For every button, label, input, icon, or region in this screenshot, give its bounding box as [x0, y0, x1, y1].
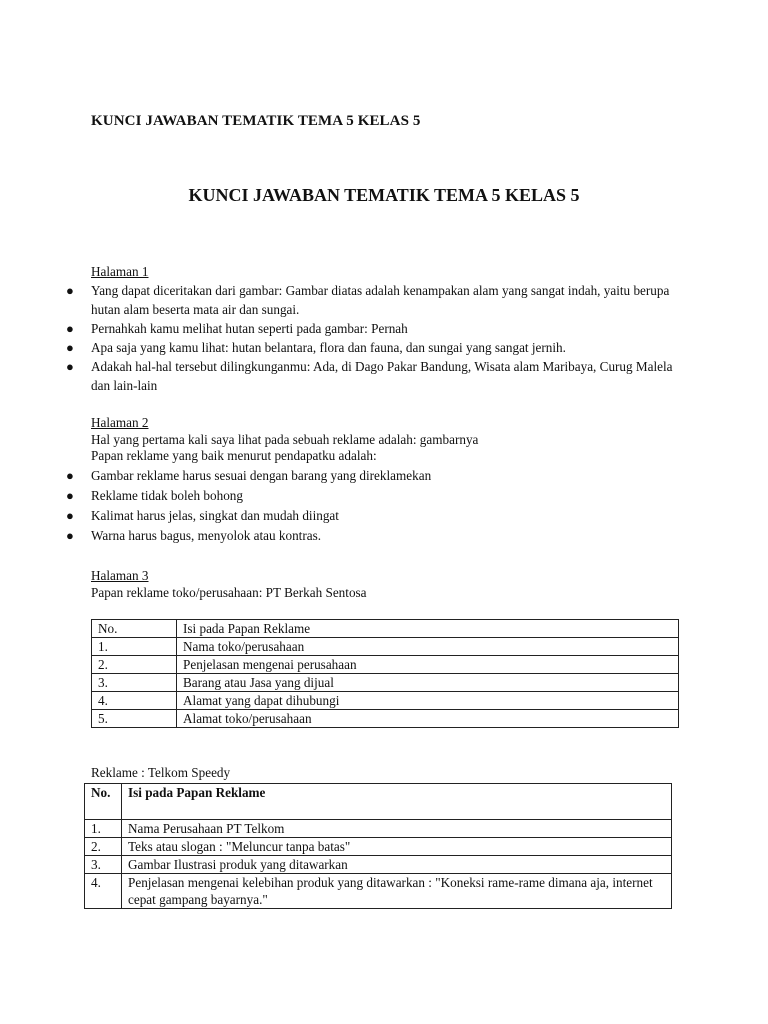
table-row [92, 692, 679, 710]
bullet-icon: ● [66, 359, 74, 374]
bullet-icon: ● [66, 340, 74, 355]
table-cell: 1. [85, 820, 122, 838]
table-cell: No. [92, 620, 177, 638]
list-item: ● Reklame tidak boleh bohong [66, 486, 686, 506]
list-item: ● Pernahkah kamu melihat hutan seperti pada gambar: Pernah [66, 321, 408, 336]
table-cell: Penjelasan mengenai kelebihan produk yang ditawarkan : "Koneksi rame-rame dimana aja, internet cepat gampang bayarnya." [122, 874, 672, 909]
table-cell: Barang atau Jasa yang dijual [177, 674, 679, 692]
table-row [92, 674, 679, 692]
table-header-row [92, 620, 679, 638]
table-row [85, 874, 672, 909]
table-header-row [85, 784, 672, 820]
paragraph: Papan reklame toko/perusahaan: PT Berkah Sentosa [91, 585, 367, 600]
table-row [92, 638, 679, 656]
list-item: ● Gambar reklame harus sesuai dengan barang yang direklamekan [66, 466, 686, 486]
table-papan-reklame [91, 619, 679, 728]
table-cell: 1. [92, 638, 177, 656]
section-heading: Halaman 2 [91, 415, 149, 430]
list-item: ● Yang dapat diceritakan dari gambar: Gambar diatas adalah kenampakan alam yang sangat indah, yaitu berupa hutan alam beserta mata air dan sungai. [66, 283, 670, 317]
table-cell: 5. [92, 710, 177, 728]
list-item: ● Adakah hal-hal tersebut dilingkunganmu: Ada, di Dago Pakar Bandung, Wisata alam Maribaya, Curug Malela dan lain-lain [66, 359, 673, 393]
table-cell: 2. [85, 838, 122, 856]
table-cell: 3. [92, 674, 177, 692]
table-cell: Alamat toko/perusahaan [177, 710, 679, 728]
list-item: ● Kalimat harus jelas, singkat dan mudah diingat [66, 506, 686, 526]
bullet-list [66, 281, 686, 395]
table-header-cell: No. [85, 784, 122, 820]
table-cell: 3. [85, 856, 122, 874]
table-cell: Nama Perusahaan PT Telkom [122, 820, 672, 838]
section-halaman-1 [66, 262, 686, 395]
table-row [85, 820, 672, 838]
table-cell: Alamat yang dapat dihubungi [177, 692, 679, 710]
table-row [92, 710, 679, 728]
bullet-icon: ● [66, 283, 74, 298]
bullet-list [66, 466, 686, 546]
list-item: ● Warna harus bagus, menyolok atau kontras. [66, 526, 686, 546]
table-cell: Isi pada Papan Reklame [177, 620, 679, 638]
bullet-icon: ● [66, 468, 74, 483]
list-item: ● Apa saja yang kamu lihat: hutan belantara, flora dan fauna, dan sungai yang sangat jernih. [66, 340, 566, 355]
table-cell: Gambar Ilustrasi produk yang ditawarkan [122, 856, 672, 874]
table-row [92, 656, 679, 674]
paragraph: Hal yang pertama kali saya lihat pada sebuah reklame adalah: gambarnya [91, 432, 479, 447]
table-header-cell: Isi pada Papan Reklame [122, 784, 672, 820]
bullet-icon: ● [66, 508, 74, 523]
bullet-icon: ● [66, 488, 74, 503]
table-cell: 2. [92, 656, 177, 674]
table-row [85, 856, 672, 874]
table-telkom-speedy [84, 783, 672, 909]
section-heading: Halaman 3 [91, 568, 149, 583]
section-heading: Halaman 1 [91, 264, 149, 279]
table-cell: Nama toko/perusahaan [177, 638, 679, 656]
bullet-icon: ● [66, 528, 74, 543]
paragraph: Papan reklame yang baik menurut pendapatku adalah: [91, 448, 377, 463]
bullet-icon: ● [66, 321, 74, 336]
table-cell: Penjelasan mengenai perusahaan [177, 656, 679, 674]
table-cell: Teks atau slogan : "Meluncur tanpa batas" [122, 838, 672, 856]
table-cell: 4. [92, 692, 177, 710]
document-main-title: KUNCI JAWABAN TEMATIK TEMA 5 KELAS 5 [188, 185, 580, 205]
section-halaman-2 [66, 413, 686, 546]
table-caption: Reklame : Telkom Speedy [91, 765, 231, 780]
section-halaman-3 [66, 566, 686, 601]
document-header-title: KUNCI JAWABAN TEMATIK TEMA 5 KELAS 5 [91, 113, 421, 129]
table-row [85, 838, 672, 856]
table-cell: 4. [85, 874, 122, 909]
